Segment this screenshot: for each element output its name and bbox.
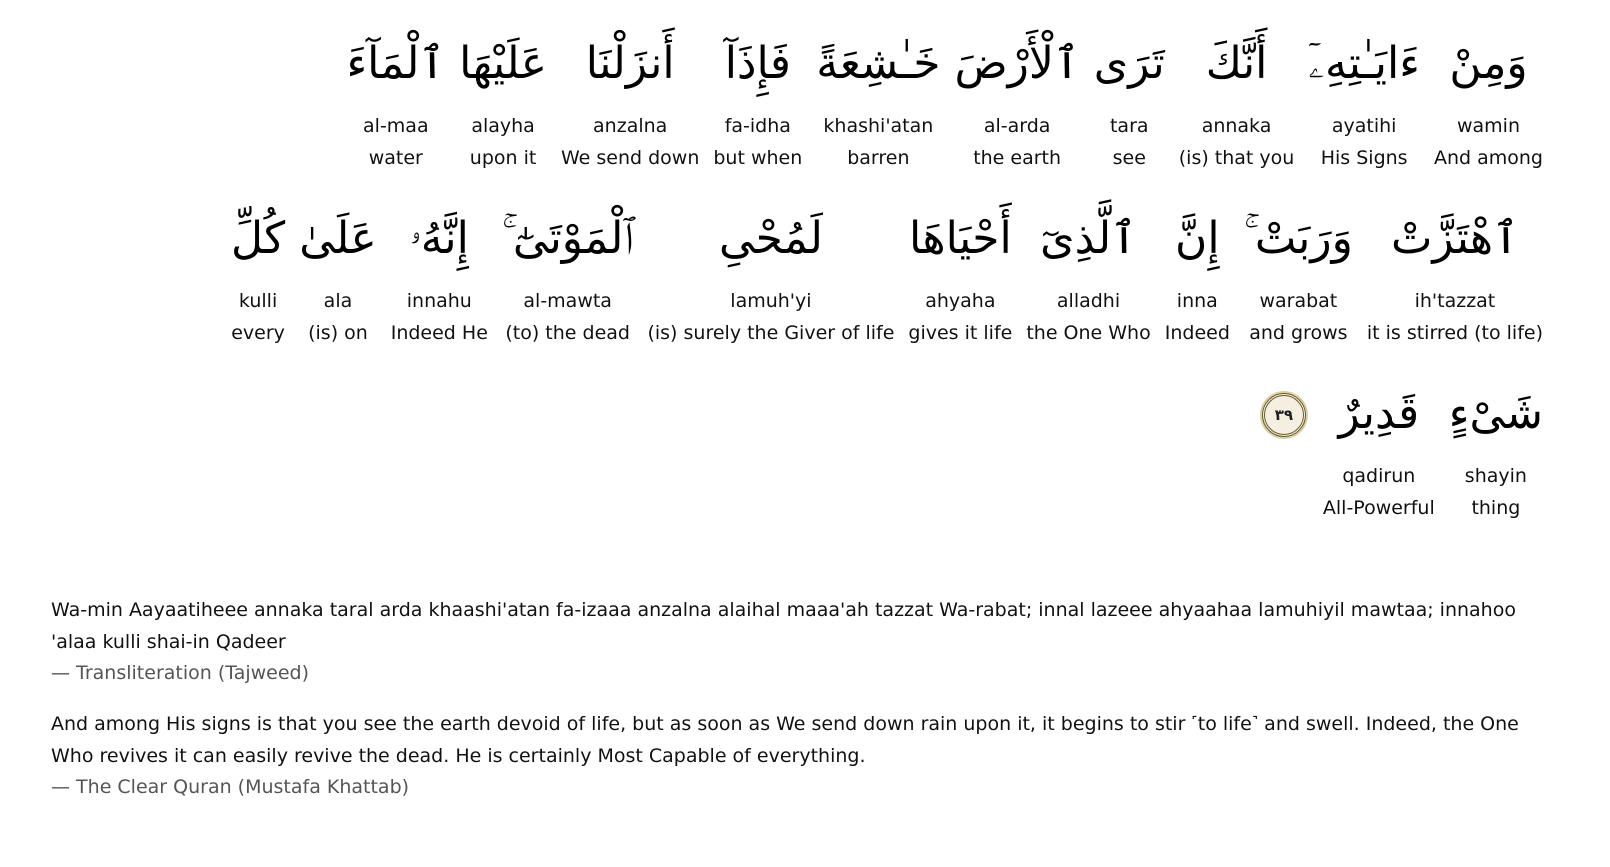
word-transliteration: wamin bbox=[1456, 115, 1520, 137]
word-meaning: Indeed He bbox=[390, 322, 488, 344]
arabic-word: قَدِيرٌ bbox=[1338, 388, 1420, 439]
word-meaning: and grows bbox=[1249, 322, 1348, 344]
word-transliteration: warabat bbox=[1259, 290, 1338, 312]
word-meaning: every bbox=[231, 322, 285, 344]
word-transliteration: tara bbox=[1109, 115, 1149, 137]
word-meaning: see bbox=[1112, 147, 1146, 169]
word-transliteration: anzalna bbox=[593, 115, 668, 137]
word-meaning: gives it life bbox=[908, 322, 1013, 344]
word-meaning: it is stirred (to life) bbox=[1366, 322, 1543, 344]
word-transliteration: ayatihi bbox=[1331, 115, 1397, 137]
word-transliteration: al-mawta bbox=[523, 290, 612, 312]
word-item[interactable] bbox=[1442, 370, 1550, 524]
arabic-word: وَرَبَتْ ۚ bbox=[1243, 213, 1353, 264]
word-item[interactable] bbox=[1087, 20, 1172, 174]
word-meaning: the One Who bbox=[1026, 322, 1151, 344]
arabic-word: عَلَيْهَا bbox=[459, 38, 547, 89]
ayah-end-marker bbox=[1240, 370, 1316, 460]
word-meaning: thing bbox=[1471, 497, 1521, 519]
word-meaning: Indeed bbox=[1164, 322, 1230, 344]
word-meaning: His Signs bbox=[1320, 147, 1408, 169]
arabic-word: تَرَى bbox=[1093, 38, 1165, 89]
word-item[interactable] bbox=[706, 20, 809, 174]
arabic-word: كُلِّ bbox=[230, 213, 286, 264]
word-item[interactable] bbox=[1237, 195, 1360, 349]
word-by-word-grid bbox=[70, 20, 1550, 545]
word-meaning: (is) on bbox=[308, 322, 368, 344]
arabic-word: إِنَّ bbox=[1175, 213, 1220, 264]
word-item[interactable] bbox=[1427, 20, 1550, 174]
word-transliteration: lamuh'yi bbox=[730, 290, 812, 312]
word-transliteration: fa-idha bbox=[724, 115, 791, 137]
transliteration-source: — Transliteration (Tajweed) bbox=[51, 662, 310, 684]
arabic-word: أَنزَلْنَا bbox=[585, 38, 675, 89]
word-item[interactable] bbox=[1360, 195, 1550, 349]
word-meaning: (is) surely the Giver of life bbox=[647, 322, 895, 344]
word-transliteration: shayin bbox=[1464, 465, 1527, 487]
word-item[interactable] bbox=[947, 20, 1086, 174]
word-item[interactable] bbox=[452, 20, 554, 174]
word-item[interactable] bbox=[1019, 195, 1157, 349]
word-meaning: (to) the dead bbox=[505, 322, 630, 344]
word-transliteration: ala bbox=[323, 290, 353, 312]
word-meaning: water bbox=[368, 147, 423, 169]
word-item[interactable] bbox=[640, 195, 901, 349]
arabic-word: فَإِذَآ bbox=[724, 38, 791, 89]
arabic-word: وَمِنْ bbox=[1449, 38, 1528, 89]
arabic-word: عَلَىٰ bbox=[299, 213, 377, 264]
arabic-word: أَحْيَاهَا bbox=[909, 213, 1012, 264]
word-meaning: And among bbox=[1433, 147, 1543, 169]
word-transliteration: qadirun bbox=[1342, 465, 1416, 487]
arabic-word: خَـٰشِعَةً bbox=[816, 38, 941, 89]
word-transliteration: kulli bbox=[238, 290, 278, 312]
word-transliteration: al-arda bbox=[983, 115, 1051, 137]
word-transliteration: al-maa bbox=[363, 115, 429, 137]
word-transliteration: alayha bbox=[471, 115, 535, 137]
word-row-3 bbox=[70, 370, 1550, 545]
word-item[interactable] bbox=[1172, 20, 1302, 174]
word-row-1 bbox=[70, 20, 1550, 195]
transliteration-text: Wa-min Aayaatiheee annaka taral arda khaashi'atan fa-izaaa anzalna alaihal maaa'ah tazzat Wa-rabat; innal lazeee ahyaahaa lamuhiyil mawtaa; innahoo 'alaa kulli shai-in Qadeer bbox=[51, 599, 1516, 653]
word-row-2 bbox=[70, 195, 1550, 370]
word-transliteration: alladhi bbox=[1056, 290, 1121, 312]
arabic-word: أَنَّكَ bbox=[1205, 38, 1268, 89]
translation-source: — The Clear Quran (Mustafa Khattab) bbox=[51, 776, 410, 798]
word-item[interactable] bbox=[554, 20, 706, 174]
ayah-number-icon: ٣٩ bbox=[1262, 393, 1306, 437]
word-item[interactable] bbox=[1158, 195, 1237, 349]
arabic-word: إِنَّهُۥ bbox=[409, 213, 469, 264]
transliteration-block bbox=[51, 594, 1551, 688]
translation-block bbox=[51, 708, 1551, 802]
word-item[interactable] bbox=[1316, 370, 1442, 524]
word-meaning: (is) that you bbox=[1178, 147, 1295, 169]
word-meaning: barren bbox=[847, 147, 910, 169]
arabic-word: ٱلْأَرْضَ bbox=[954, 38, 1080, 89]
word-item[interactable] bbox=[901, 195, 1019, 349]
word-item[interactable] bbox=[495, 195, 641, 349]
arabic-word: ءَايَـٰتِهِۦٓ bbox=[1308, 38, 1420, 89]
word-transliteration: inna bbox=[1176, 290, 1218, 312]
arabic-word: ٱلَّذِىٓ bbox=[1040, 213, 1137, 264]
word-item[interactable] bbox=[1301, 20, 1427, 174]
arabic-word: لَمُحْىِ bbox=[718, 213, 823, 264]
word-item[interactable] bbox=[339, 20, 452, 174]
arabic-word: ٱلْمَآءَ bbox=[346, 38, 446, 89]
arabic-word: ٱلْمَوْتَىٰٓ ۚ bbox=[501, 213, 634, 264]
arabic-word: ٱهْتَزَّتْ bbox=[1390, 213, 1519, 264]
word-meaning: but when bbox=[713, 147, 803, 169]
word-item[interactable] bbox=[809, 20, 947, 174]
word-meaning: upon it bbox=[469, 147, 537, 169]
word-item[interactable] bbox=[224, 195, 292, 349]
word-meaning: All-Powerful bbox=[1322, 497, 1435, 519]
word-meaning: the earth bbox=[973, 147, 1062, 169]
word-transliteration: annaka bbox=[1201, 115, 1272, 137]
translation-text: And among His signs is that you see the earth devoid of life, but as soon as We send down rain upon it, it begins to stir ˹to life˺ and swell. Indeed, the One Who revives it can easily revive the dead. He is certainly Most Capable of everything. bbox=[51, 713, 1519, 767]
word-item[interactable] bbox=[292, 195, 384, 349]
word-item[interactable] bbox=[384, 195, 495, 349]
word-transliteration: ih'tazzat bbox=[1414, 290, 1496, 312]
word-transliteration: khashi'atan bbox=[823, 115, 934, 137]
arabic-word: شَىْءٍ bbox=[1448, 388, 1543, 439]
word-transliteration: innahu bbox=[406, 290, 472, 312]
word-transliteration: ahyaha bbox=[925, 290, 996, 312]
word-meaning: We send down bbox=[560, 147, 700, 169]
